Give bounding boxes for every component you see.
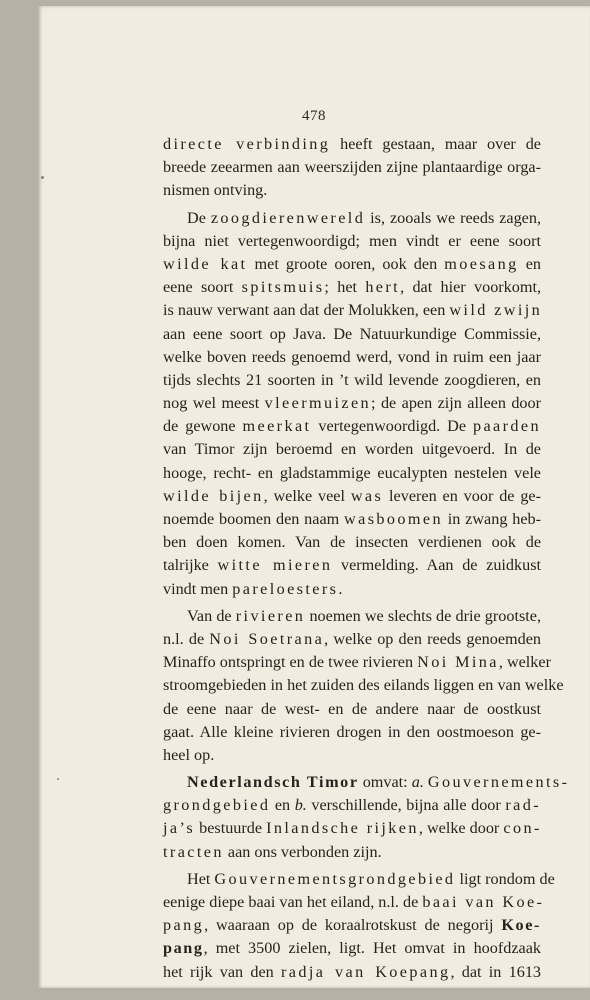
text-run: breede zeearmen aan weerszijden zijne plantaardige orga- [163,158,541,177]
text-run: ; de apen zijn alleen door [371,394,541,413]
text-line [163,485,541,508]
body-text [163,133,570,984]
text-run: aan eene soort op Java. De Natuurkundige Commissie, [163,324,541,343]
text-line [163,891,545,914]
text-line [163,651,551,674]
emphasized-term: pareloesters [232,579,339,598]
emphasized-term: vleermuizen [264,394,372,413]
text-run: verschillende, bijna alle door [306,796,506,815]
emphasized-term: paarden [472,417,541,436]
text-line [163,771,570,794]
text-line [163,817,541,840]
text-run: nog wel meest [163,394,265,413]
text-run: stroomgebieden in het zuiden des eilands liggen en van welke [163,676,564,695]
text-run: ligt rondom de [455,869,555,888]
emphasized-term: Inlandsche rijken [266,819,419,838]
emphasized-term: grondgebied [163,796,271,815]
emphasized-term: Noi Mina [417,653,499,672]
emphasized-term: meerkat [242,417,312,436]
emphasized-term: wasboomen [344,510,443,528]
emphasized-term: Koe- [501,916,541,935]
text-line [163,744,541,767]
text-line [163,253,541,276]
text-run: vertegenwoordigd. De [311,417,473,436]
text-line [163,369,541,392]
text-run: vindt men [163,579,233,598]
emphasized-term: directe verbinding [163,135,331,153]
text-run: , welker [498,653,551,672]
emphasized-term: Nederlandsch Timor [187,773,359,792]
emphasized-term: wilde bijen [163,486,264,505]
text-run: bijna niet vertegenwoordigd; men vindt er eene soort [163,231,541,250]
emphasized-term: was [350,486,384,505]
text-run: , met 3500 zielen, ligt. Het omvat in hoofdzaak [203,939,541,958]
text-line [163,868,555,891]
text-line [163,276,541,299]
text-run: De [187,208,211,227]
text-run: welke boven reeds genoemd werd, vond in ruim een jaar [163,347,541,366]
text-line [163,179,541,202]
text-run: heel op. [163,745,215,764]
emphasized-term: ja’s [163,819,196,838]
text-run: de gewone [163,417,243,436]
emphasized-term: wild zwijn [449,301,543,320]
emphasized-term: con- [503,819,542,838]
emphasized-term: rivieren [235,606,306,625]
text-run: noemen we slechts de drie grootste, [305,606,541,625]
text-line [163,578,541,601]
text-line [163,207,541,230]
text-run: heeft gestaan, maar over de [330,135,541,153]
text-run: gaat. Alle kleine rivieren drogen in den oostmoeson ge- [163,722,541,741]
text-run: Van de [187,606,236,625]
text-run: is, zooals we reeds zagen, [365,208,542,227]
emphasized-term: witte mieren [217,556,333,575]
text-run: , dat hier voorkomt, [400,278,541,297]
text-line [163,961,541,984]
text-run: , welke door [418,819,504,838]
emphasized-term: a. [411,773,424,792]
text-line [163,133,541,156]
text-run: de eene naar de west- en de andere naar de oostkust [163,699,541,718]
text-run: hooge, recht- en gladstammige eucalypten nestelen vele [163,463,541,482]
emphasized-term: pang [163,916,205,935]
text-line [163,462,541,485]
text-run: n.l. de [163,629,210,648]
text-line [163,554,541,577]
emphasized-term: hert [365,278,401,297]
emphasized-term: baai van Koe- [422,893,545,911]
emphasized-term: Gouvernements- [427,773,570,792]
page-number: 478 [302,108,326,124]
text-line [163,794,541,817]
emphasized-term: zoogdierenwereld [210,208,366,227]
text-line [163,721,541,744]
emphasized-term: radja van Koepang [281,962,451,981]
text-run: , waaraan op de koraalrotskust de negorij [204,916,502,935]
paper-speck [57,778,59,780]
text-line [163,531,541,554]
text-run: met groote ooren, ook den [247,254,445,273]
text-run: bestuurde [195,819,267,838]
text-line [163,438,541,461]
text-run: eene soort [163,278,242,297]
text-line [163,323,541,346]
emphasized-term: b. [294,796,307,815]
text-line [163,299,541,322]
emphasized-term: rad- [505,796,541,815]
text-run: ben doen komen. Van de insecten verdienen ook de [163,533,541,552]
text-run: . [338,579,343,598]
text-run: leveren en voor de ge- [383,486,542,505]
text-run: eenige diepe baai van het eiland, n.l. de [163,893,423,911]
emphasized-term: Gouvernementsgrondgebied [214,869,456,888]
text-line [163,914,541,937]
text-run: , welke op den reeds genoemden [324,629,541,648]
emphasized-term: Noi Soetrana [209,629,325,648]
emphasized-term: moesang [444,254,519,273]
text-run: Minaffo ontspringt en de twee rivieren [163,653,418,672]
text-run: in zwang heb- [442,510,541,528]
text-line [163,605,541,628]
text-run: , welke veel [263,486,351,505]
text-run: vermelding. Aan de zuidkust [332,556,542,575]
text-line [163,674,564,697]
text-run: omvat: [358,773,412,792]
text-run: aan ons verbonden zijn. [223,842,382,861]
emphasized-term: tracten [163,842,224,861]
text-line [163,230,541,253]
text-line [163,937,541,960]
text-run: tijds slechts 21 soorten in ’t wild levende zoogdieren, en [163,370,541,389]
emphasized-term: pang [163,939,204,958]
emphasized-term: wilde kat [163,254,248,273]
paper-speck [41,176,44,179]
book-page [38,6,590,988]
text-line [163,156,541,179]
text-run: Het [187,869,215,888]
text-line [163,841,541,864]
text-run: nismen ontving. [163,181,268,200]
text-line [163,628,541,651]
text-line [163,415,541,438]
text-run: noemde boomen den naam [163,510,345,528]
text-run: talrijke [163,556,218,575]
text-line [163,508,541,531]
text-run: ; het [324,278,366,297]
text-run: is nauw verwant aan dat der Molukken, een [163,301,450,320]
text-run: , dat in 1613 [450,962,542,981]
text-line [163,698,541,721]
emphasized-term: spitsmuis [241,278,325,297]
text-run: en [270,796,295,815]
text-run: van Timor zijn beroemd en worden uitgevoerd. In de [163,440,541,459]
text-run: het rijk van den [163,962,281,981]
text-line [163,346,541,369]
text-line [163,392,541,415]
text-run: en [518,254,542,273]
